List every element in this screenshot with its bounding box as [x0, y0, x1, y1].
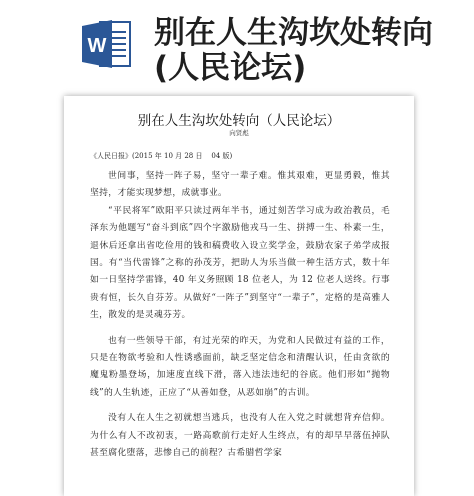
paragraph: “平民将军”欧阳平只读过两年半书，通过刻苦学习成为政治教员，毛泽东为他题写“奋斗到底”四个字激励他戎马一生、拼搏一生、朴素一生，退休后还拿出省吃俭用的钱和稿费收入设立奖学金，鼓励农家子弟学成报国。有“当代雷锋”之称的孙茂芳，把助人为乐当做一种生活方式，数十年如一日坚持学雷锋，40 年义务照顾 18 位老人，为 12 位老人送终。行事贵有恒，长久自芬芳。从做好“一阵子”到坚守“一辈子”，定格的是高雅人生，散发的是灵魂芬芳。 — [90, 205, 390, 321]
document-page-preview — [64, 96, 414, 496]
article-author: 向贤彪 — [229, 129, 249, 137]
document-title-line-1: 别在人生沟坎处转向 — [154, 15, 433, 51]
article-body — [90, 168, 390, 463]
paragraph: 世间事，坚持一阵子易，坚守一辈子难。惟其艰难，更显勇毅，惟其坚持，才能实现梦想，成就事业。 — [90, 171, 390, 199]
word-document-icon — [82, 18, 132, 70]
paragraph: 也有一些领导干部，有过光荣的昨天，为党和人民做过有益的工作，只是在物欲考验和人性诱惑面前，缺乏坚定信念和清醒认识，任由贪欲的魔鬼粉墨登场，加速度直线下滑，落入违法违纪的谷底。他们形如“抛物线”的人生轨迹，正应了“从善如登，从恶如崩”的古训。 — [90, 335, 390, 398]
word-icon-letter: W — [87, 35, 107, 57]
article-source: 《人民日报》(2015 年 10 月 28 日 04 版) — [90, 152, 233, 160]
paragraph: 没有人在人生之初就想当逃兵，也没有人在入党之时就想背弃信仰。为什么有人不改初衷，一路高歌前行走好人生终点，有的却早早落伍掉队甚至腐化堕落，悲惨自己的前程？古希腊哲学家 — [90, 413, 390, 459]
document-title-line-2: (人民论坛) — [154, 50, 307, 86]
article-title: 别在人生沟坎处转向（人民论坛） — [137, 113, 341, 129]
document-header — [0, 0, 474, 92]
